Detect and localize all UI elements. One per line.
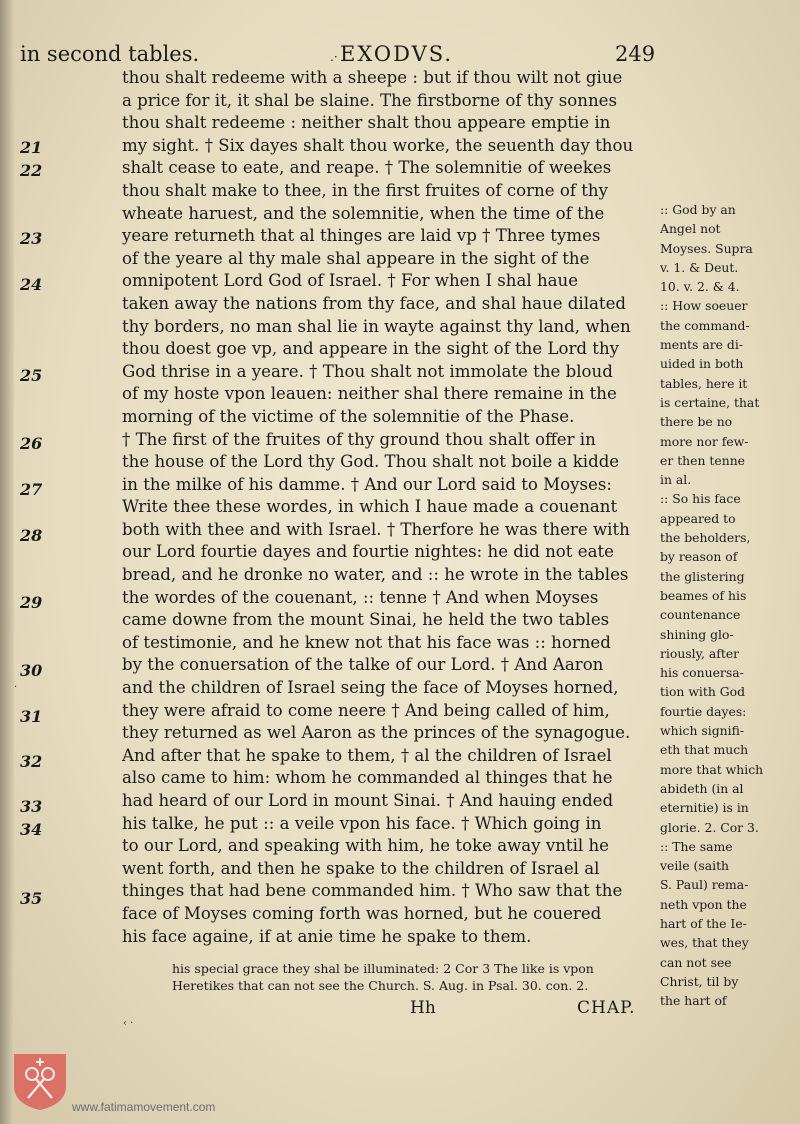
margin-note-line: can not see	[660, 954, 732, 970]
text-line: morning of the victime of the solemnitie of the Phase.	[122, 406, 575, 426]
text-line: thou shalt redeeme with a sheepe : but if thou wilt not giue	[122, 68, 623, 87]
margin-note-line: fourtie dayes:	[660, 703, 747, 719]
margin-note-line: wes, that they	[660, 935, 749, 951]
text-line: shalt cease to eate, and reape. † The solemnitie of weekes	[122, 158, 612, 178]
verse-number: 25	[20, 366, 43, 385]
text-line: his talke, he put :: a veile vpon his face. † Which going in	[122, 813, 602, 833]
margin-note-line: veile (saith	[660, 858, 730, 874]
text-line: omnipotent Lord God of Israel. † For when I shal haue	[122, 271, 579, 291]
margin-note-line: er then tenne	[660, 452, 746, 468]
text-line: thou shalt redeeme : neither shalt thou appeare emptie in	[122, 113, 611, 133]
verse-number: 35	[20, 889, 43, 908]
signature-mark: Hh	[410, 998, 436, 1018]
text-line: also came to him: whom he commanded al thinges that he	[122, 768, 613, 788]
text-line: and the children of Israel seing the face of Moyses horned,	[122, 678, 619, 698]
margin-note-line: more that which	[660, 761, 764, 777]
text-line: bread, and he dronke no water, and :: he wrote in the tables	[122, 565, 629, 585]
text-line: the house of the Lord thy God. Thou shalt not boile a kidde	[122, 452, 620, 472]
margin-note-line: is certaine, that	[660, 394, 760, 410]
watermark-url: www.fatimamovement.com	[72, 1100, 216, 1114]
margin-note-line: countenance	[660, 607, 741, 623]
print-speck: ‹ ·	[123, 1018, 134, 1029]
text-line: went forth, and then he spake to the children of Israel al	[122, 858, 600, 878]
text-line: thou doest goe vp, and appeare in the sight of the Lord thy	[122, 339, 620, 359]
margin-note-line: there be no	[660, 414, 733, 430]
margin-note-line: the hart of	[660, 993, 727, 1009]
verse-number: 23	[20, 229, 43, 248]
margin-note-line: hart of the Ie-	[660, 915, 747, 931]
text-line: thou shalt make to thee, in the first fruites of corne of thy	[122, 180, 608, 200]
margin-note-line: in al.	[660, 472, 692, 488]
verse-number: 31	[20, 707, 43, 726]
verse-number: 33	[20, 797, 43, 816]
margin-note-line: more nor few-	[660, 433, 749, 449]
margin-note-line: neth vpon the	[660, 896, 747, 912]
print-speck: ·	[14, 682, 18, 693]
margin-note-line: appeared to	[660, 510, 736, 526]
margin-note-line: beames of his	[660, 587, 747, 603]
text-line: Write thee these wordes, in which I haue made a couenant	[122, 497, 618, 517]
verse-number: 32	[20, 752, 43, 771]
footnote-block	[172, 960, 772, 994]
text-line: thy borders, no man shal lie in wayte against thy land, when	[122, 316, 631, 336]
margin-note-line: the beholders,	[660, 530, 751, 546]
margin-note-line: Moyses. Supra	[660, 240, 753, 256]
text-line: both with thee and with Israel. † Therfore he was there with	[122, 519, 630, 539]
text-line: of my hoste vpon leauen: neither shal there remaine in the	[122, 384, 617, 404]
footnote-line: Heretikes that can not see the Church. S. Aug. in Psal. 30. con. 2.	[172, 978, 589, 993]
marginal-notes	[660, 200, 775, 1010]
text-line: yeare returneth that al thinges are laid vp † Three tymes	[122, 226, 601, 246]
scripture-text-column	[122, 67, 657, 948]
margin-note-line: shining glo-	[660, 626, 734, 642]
verse-number: 30	[20, 661, 43, 680]
margin-note-line: riously, after	[660, 645, 740, 661]
text-line: And after that he spake to them, † al the children of Israel	[122, 745, 612, 765]
margin-note-line: ments are di-	[660, 337, 744, 353]
text-line: his face againe, if at anie time he spake to them.	[122, 926, 532, 946]
text-line: † The first of the fruites of thy ground thou shalt offer in	[122, 429, 596, 449]
text-line: a price for it, it shal be slaine. The firstborne of thy sonnes	[122, 90, 617, 110]
text-line: my sight. † Six dayes shalt thou worke, the seuenth day thou	[122, 135, 634, 155]
book-spine-shadow	[0, 0, 14, 1124]
catchword: CHAP.	[577, 998, 636, 1018]
margin-note-line: S. Paul) rema-	[660, 877, 749, 893]
margin-note-line: v. 1. & Deut.	[660, 259, 739, 275]
verse-number: 21	[20, 138, 43, 157]
verse-number: 22	[20, 161, 43, 180]
margin-note-line: tion with God	[660, 684, 746, 700]
margin-note-line: the command-	[660, 317, 750, 333]
margin-note-line: :: So his face	[660, 491, 741, 507]
margin-note-line: his conuersa-	[660, 665, 744, 681]
margin-note-line: :: God by an	[660, 202, 736, 217]
text-line: thinges that had bene commanded him. † Who saw that the	[122, 881, 623, 901]
text-line: they were afraid to come neere † And being called of him,	[122, 700, 610, 720]
verse-number: 24	[20, 275, 43, 294]
margin-note-line: :: How soeuer	[660, 298, 748, 314]
margin-note-line: glorie. 2. Cor 3.	[660, 819, 759, 835]
text-line: our Lord fourtie dayes and fourtie nightes: he did not eate	[122, 542, 614, 562]
margin-note-line: :: The same	[660, 838, 733, 854]
text-line: taken away the nations from thy face, and shal haue dilated	[122, 293, 627, 313]
running-head-title: EXODVS.	[340, 42, 454, 66]
text-line: came downe from the mount Sinai, he held the two tables	[122, 610, 610, 630]
text-line: the wordes of the couenant, :: tenne † And when Moyses	[122, 587, 599, 607]
margin-note-line: abideth (in al	[660, 780, 744, 796]
margin-note-line: the glistering	[660, 568, 745, 584]
margin-note-line: 10. v. 2. & 4.	[660, 279, 740, 295]
text-line: in the milke of his damme. † And our Lord said to Moyses:	[122, 474, 612, 494]
text-line: of the yeare al thy male shal appeare in the sight of the	[122, 248, 590, 268]
margin-note-line: tables, here it	[660, 375, 748, 391]
margin-note-line: by reason of	[660, 549, 738, 565]
running-head-left: in second tables.	[20, 42, 200, 66]
text-line: had heard of our Lord in mount Sinai. † And hauing ended	[122, 791, 614, 810]
text-line: they returned as wel Aaron as the princes of the synagogue.	[122, 723, 631, 743]
text-line: face of Moyses coming forth was horned, but he couered	[122, 903, 602, 923]
margin-note-line: eternitie) is in	[660, 800, 749, 816]
verse-number: 28	[20, 526, 43, 545]
verse-number: 27	[20, 480, 43, 499]
margin-note-line: Christ, til by	[660, 973, 739, 989]
text-line: to our Lord, and speaking with him, he toke away vntil he	[122, 836, 609, 856]
text-line: God thrise in a yeare. † Thou shalt not immolate the bloud	[122, 361, 613, 381]
margin-note-line: uided in both	[660, 356, 744, 372]
margin-note-line: eth that much	[660, 742, 749, 758]
page-number: 249	[615, 42, 656, 66]
verse-number: 29	[20, 593, 43, 612]
text-line: wheate haruest, and the solemnitie, when the time of the	[122, 203, 605, 223]
papal-keys-logo-icon	[12, 1052, 68, 1112]
verse-number: 26	[20, 434, 43, 453]
text-line: of testimonie, and he knew not that his face was :: horned	[122, 632, 611, 652]
margin-note-line: Angel not	[660, 221, 721, 237]
header-ornament: .·	[330, 50, 338, 64]
margin-note-line: which signifi-	[660, 723, 745, 739]
verse-number: 34	[20, 820, 43, 839]
footnote-line: his special grace they shal be illuminated: 2 Cor 3 The like is vpon	[172, 961, 594, 976]
text-line: by the conuersation of the talke of our Lord. † And Aaron	[122, 655, 604, 675]
